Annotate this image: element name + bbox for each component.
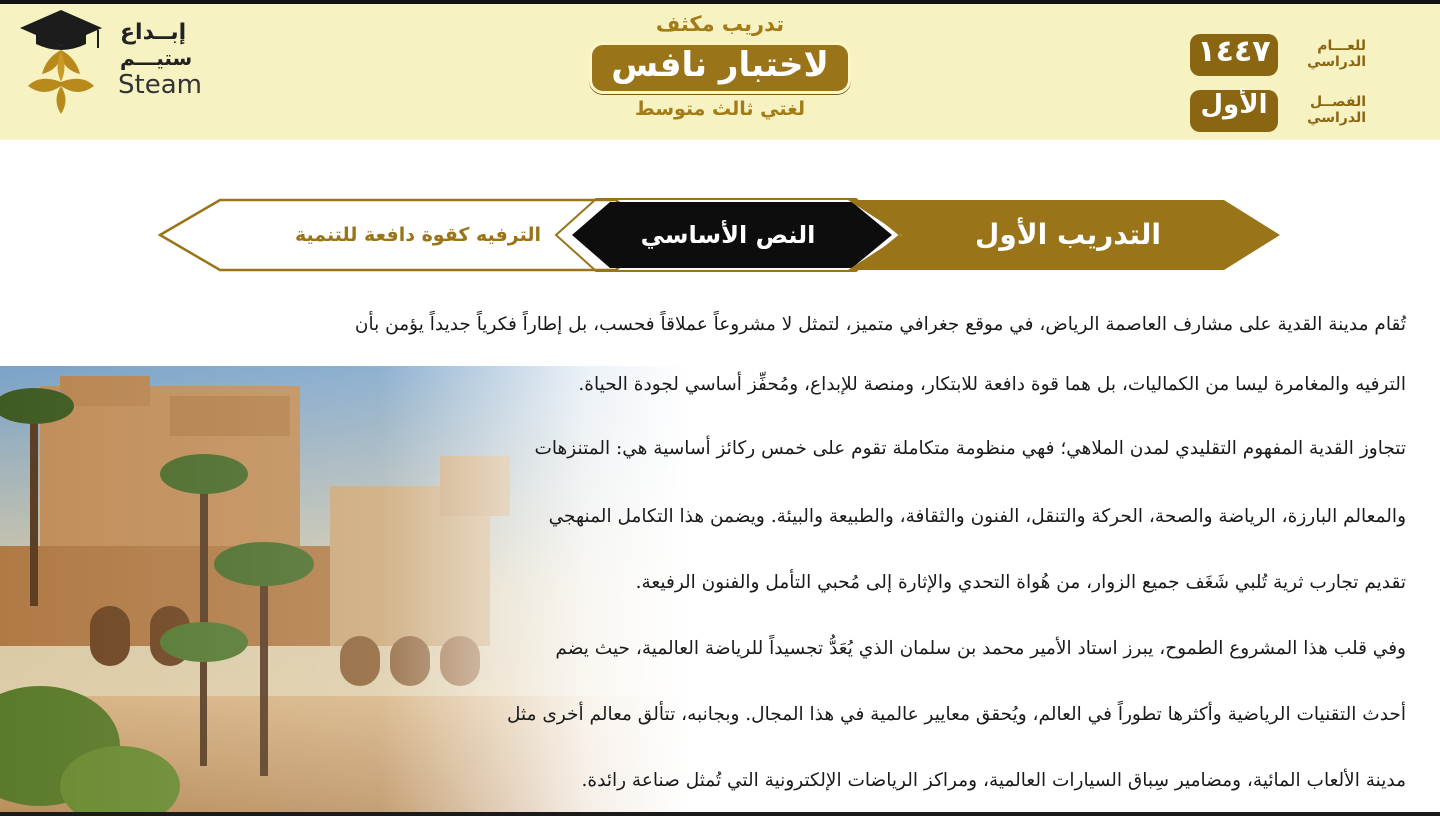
- term-badge: الأول: [1190, 90, 1278, 132]
- article-text: [200, 300, 1406, 816]
- article-line-2: الترفيه والمغامرة ليسا من الكماليات، بل هما قوة دافعة للابتكار، ومنصة للإبداع، ومُحفِّز أساسي لجودة الحياة.: [578, 374, 1406, 395]
- brand-logo[interactable]: [14, 8, 214, 120]
- step-current[interactable]: التدريب الأول: [975, 218, 1161, 251]
- step-topic[interactable]: الترفيه كقوة دافعة للتنمية: [294, 224, 541, 246]
- year-label: للعـــام الدراسي: [1307, 38, 1366, 70]
- graduation-cap-flower-icon: [18, 8, 104, 116]
- article-line-5: تقديم تجارب ثرية تُلبي شَغَف جميع الزوار، من هُواة التحدي والإثارة إلى مُحبي التأمل والفنون الرفيعة.: [635, 572, 1406, 593]
- article-line-8: مدينة الألعاب المائية، ومضامير سِباق السيارات العالمية، ومراكز الرياضات الإلكترونية التي تُمثل صناعة رائدة.: [581, 770, 1406, 791]
- article-line-1: تُقام مدينة القدية على مشارف العاصمة الرياض، في موقع جغرافي متميز، لتمثل لا مشروعاً عملاقاً فحسب، بل إطاراً فكرياً جديداً يؤمن بأن: [354, 314, 1406, 335]
- page-title: لاختبار نافس: [589, 42, 851, 94]
- brand-english: Steam: [118, 70, 202, 100]
- article-line-7: أحدث التقنيات الرياضية وأكثرها تطوراً في العالم، ويُحقق معايير عالمية في هذا المجال. وبجانبه، تتألق معالم أخرى مثل: [506, 704, 1406, 725]
- academic-info: [1186, 30, 1366, 140]
- article-line-6: وفي قلب هذا المشروع الطموح، يبرز استاد الأمير محمد بن سلمان الذي يُعَدُّ تجسيداً للرياضة العالمية، حيث يضم: [555, 638, 1406, 659]
- step-section[interactable]: النص الأساسي: [640, 221, 816, 249]
- header-banner: [0, 0, 1440, 140]
- bottom-divider: [0, 812, 1440, 816]
- brand-arabic-line1: إبــداع: [120, 20, 187, 45]
- term-label: الفصــل الدراسي: [1307, 94, 1366, 126]
- title-subject: لغتي ثالث متوسط: [634, 98, 806, 120]
- article-line-3: تتجاوز القدية المفهوم التقليدي لمدن الملاهي؛ فهي منظومة متكاملة تقوم على خمس ركائز أساسية هي: المتنزهات: [534, 438, 1406, 459]
- brand-arabic-line2: ستيـــم: [120, 46, 193, 70]
- breadcrumb: [158, 198, 1282, 274]
- title-top: تدريب مكثف: [655, 12, 785, 36]
- article-line-4: والمعالم البارزة، الرياضة والصحة، الحركة والتنقل، الفنون والثقافة، والطبيعة والبيئة. ويضمن هذا التكامل المنهجي: [548, 506, 1406, 527]
- year-badge: ١٤٤٧: [1190, 34, 1278, 76]
- page-title-block: [560, 12, 880, 140]
